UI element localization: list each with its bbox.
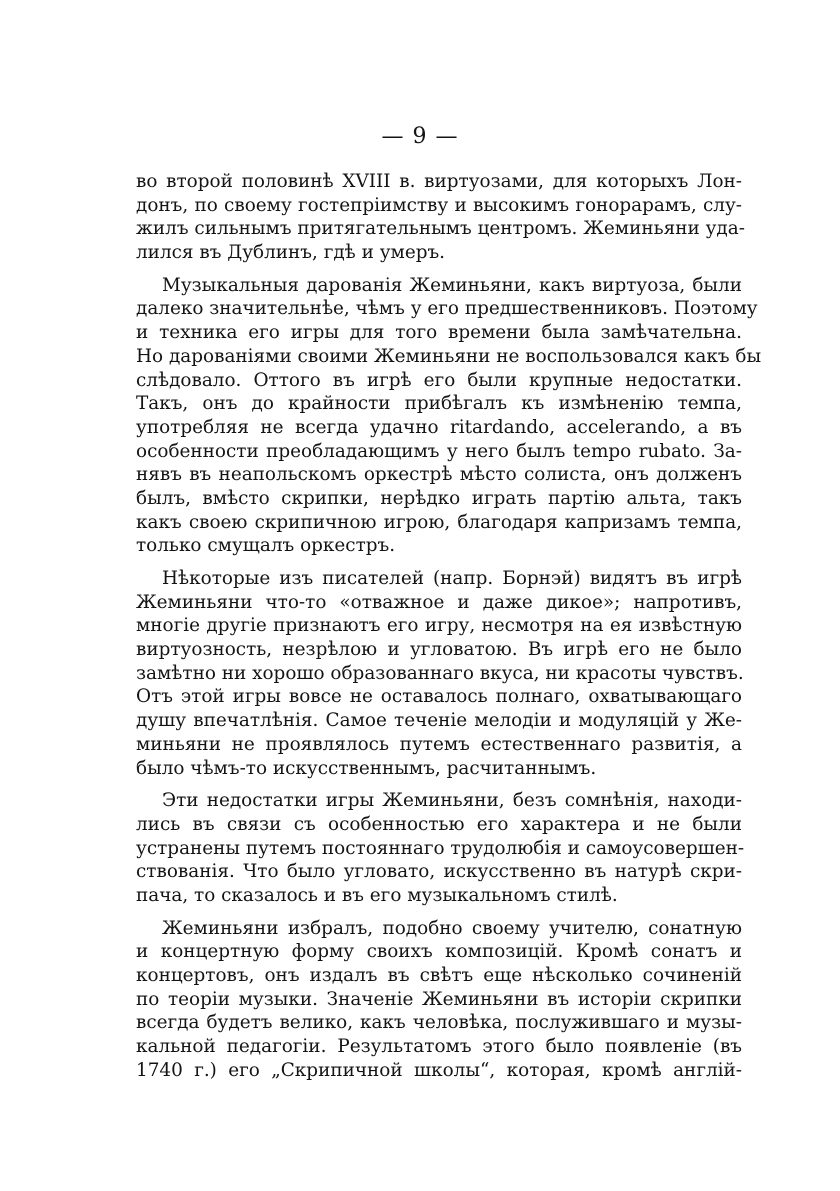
text-line: Отъ этой игры вовсе не оставалось полнаго, охватывающаго xyxy=(136,686,742,708)
text-line: кальной педагогіи. Результатомъ этого было появленіе (въ xyxy=(136,1036,742,1058)
text-line: замѣтно ни хорошо образованнаго вкуса, ни красоты чувствъ. xyxy=(136,662,744,684)
text-line: Нѣкоторые изъ писателей (напр. Борнэй) видятъ въ игрѣ xyxy=(162,568,742,589)
text-line: далеко значительнѣе, чѣмъ у его предшественниковъ. Поэтому xyxy=(136,298,758,320)
text-line: лился въ Дублинъ, гдѣ и умеръ. xyxy=(136,242,446,264)
text-line: миньяни не проявлялось путемъ естественнаго развитія, а xyxy=(136,733,742,755)
text-line: во второй половинѣ XVIII в. виртуозами, для которыхъ Лон- xyxy=(136,171,742,192)
paragraph xyxy=(136,170,745,265)
text-line: слѣдовало. Оттого въ игрѣ его были крупные недостатки. xyxy=(136,369,742,391)
text-line: 1740 г.) его „Скрипичной школы“, которая, кромѣ англій- xyxy=(136,1059,742,1081)
text-line: Жеминьяни что-то «отважное и даже дикое»; напротивъ, xyxy=(136,591,742,613)
text-line: употребляя не всегда удачно ritardando, accelerando, а въ xyxy=(136,416,742,438)
page-number: — 9 — xyxy=(381,124,459,149)
paragraph xyxy=(136,789,745,907)
text-line: лись въ связи съ особенностью его характера и не были xyxy=(136,813,742,835)
text-line: всегда будетъ велико, какъ человѣка, послужившаго и музы- xyxy=(136,1012,742,1034)
text-line: нявъ въ неапольскомъ оркестрѣ мѣсто солиста, онъ долженъ xyxy=(136,464,742,486)
text-line: и техника его игры для того времени была замѣчательна. xyxy=(136,322,742,344)
text-line: жилъ сильнымъ притягательнымъ центромъ. Жеминьяни уда- xyxy=(136,218,745,240)
text-line: устранены путемъ постояннаго трудолюбія и самоусовершен- xyxy=(136,837,745,859)
text-line: только смущалъ оркестръ. xyxy=(136,535,396,557)
text-line: Жеминьяни избралъ, подобно своему учителю, сонатную xyxy=(162,917,742,939)
text-line: былъ, вмѣсто скрипки, нерѣдко играть партію альта, такъ xyxy=(136,487,742,509)
text-line: Эти недостатки игры Жеминьяни, безъ сомнѣнія, находи- xyxy=(162,790,742,812)
text-line: по теоріи музыки. Значеніе Жеминьяни въ исторіи скрипки xyxy=(136,988,742,1010)
text-line: Музыкальныя дарованія Жеминьяни, какъ виртуоза, были xyxy=(162,274,742,296)
paragraph xyxy=(136,567,742,780)
text-line: душу впечатлѣнія. Самое теченіе мелодіи и модуляцій у Же- xyxy=(136,710,742,732)
text-line: было чѣмъ-то искусственнымъ, расчитаннымъ. xyxy=(136,757,597,779)
text-line: ствованія. Что было угловато, искусственно въ натурѣ скри- xyxy=(136,861,742,883)
text-line: концертовъ, онъ издалъ въ свѣтъ еще нѣсколько сочиненій xyxy=(136,965,742,986)
paragraph xyxy=(136,274,762,558)
paragraph xyxy=(136,917,742,1083)
text-line: особенности преобладающимъ у него былъ tempo rubato. За- xyxy=(136,440,742,462)
text-line: пача, то сказалось и въ его музыкальномъ стилѣ. xyxy=(136,884,618,906)
text-line: и концертную форму своихъ композицій. Кромѣ сонатъ и xyxy=(136,941,742,963)
body-text xyxy=(136,170,762,1091)
text-line: виртуозность, незрѣлою и угловатою. Въ игрѣ его не было xyxy=(136,639,742,661)
text-line: донъ, по своему гостепріимству и высокимъ гонорарамъ, слу- xyxy=(136,194,742,216)
text-line: Такъ, онъ до крайности прибѣгалъ къ измѣненію темпа, xyxy=(136,393,742,415)
text-line: многіе другіе признаютъ его игру, несмотря на ея извѣстную xyxy=(136,615,742,637)
text-line: Но дарованіями своими Жеминьяни не воспользовался какъ бы xyxy=(136,345,762,367)
text-line: какъ своею скрипичною игрою, благодаря капризамъ темпа, xyxy=(136,511,742,533)
